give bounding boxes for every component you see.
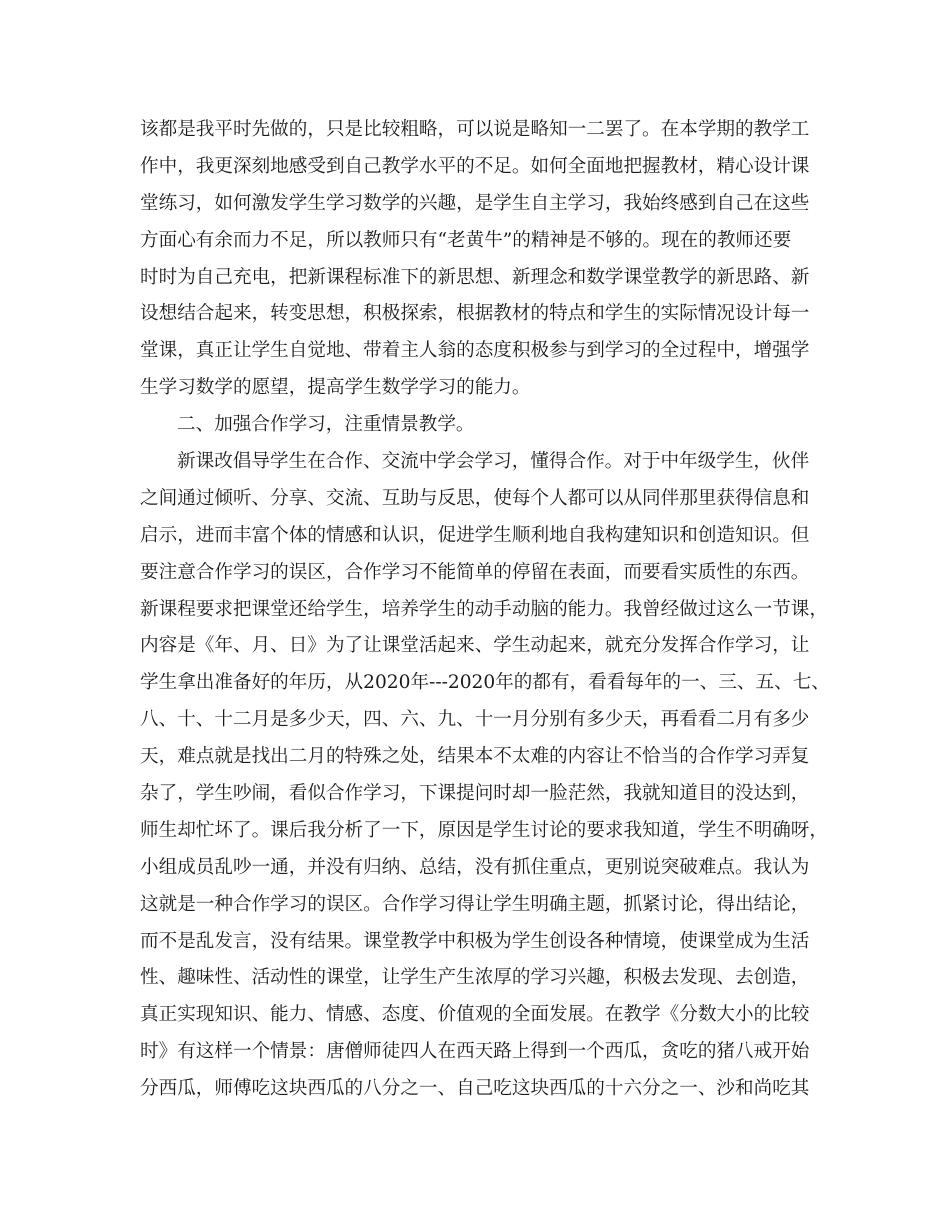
text-line: 时》有这样一个情景：唐僧师徒四人在西天路上得到一个西瓜，贪吃的猪八戒开始 bbox=[140, 1041, 810, 1063]
text-line: 设想结合起来，转变思想，积极探索，根据教材的特点和学生的实际情况设计每一 bbox=[140, 303, 810, 325]
text-line: 该都是我平时先做的，只是比较粗略，可以说是略知一二罢了。在本学期的教学工 bbox=[140, 119, 810, 140]
text-line: 要注意合作学习的误区，合作学习不能简单的停留在表面，而要看实质性的东西。 bbox=[140, 561, 810, 583]
text-line: 杂了，学生吵闹，看似合作学习，下课提问时却一脸茫然，我就知道目的没达到， bbox=[140, 783, 810, 805]
text-line: 八、十、十二月是多少天，四、六、九、十一月分别有多少天，再看看二月有多少 bbox=[140, 709, 810, 731]
text-line: 内容是《年、月、日》为了让课堂活起来、学生动起来，就充分发挥合作学习，让 bbox=[140, 635, 810, 657]
text-line: 师生却忙坏了。课后我分析了一下，原因是学生讨论的要求我知道，学生不明确呀， bbox=[140, 819, 828, 841]
text-line: 时时为自己充电，把新课程标准下的新思想、新理念和数学课堂教学的新思路、新 bbox=[140, 266, 810, 288]
body-text bbox=[140, 112, 840, 1108]
text-line: 作中，我更深刻地感受到自己教学水平的不足。如何全面地把握教材，精心设计课 bbox=[140, 155, 810, 177]
text-line: 堂练习，如何激发学生学习数学的兴趣，是学生自主学习，我始终感到自己在这些 bbox=[140, 192, 810, 214]
text-line: 性、趣味性、活动性的课堂，让学生产生浓厚的学习兴趣，积极去发现、去创造， bbox=[140, 967, 810, 989]
text-line: 方面心有余而力不足，所以教师只有“老黄牛”的精神是不够的。现在的教师还要 bbox=[140, 229, 792, 251]
section-heading: 二、加强合作学习，注重情景教学。 bbox=[177, 414, 475, 436]
text-line: 学生拿出准备好的年历，从2020年---2020年的都有，看看每年的一、三、五、七、 bbox=[140, 672, 830, 694]
text-line: 而不是乱发言，没有结果。课堂教学中积极为学生创设各种情境，使课堂成为生活 bbox=[140, 930, 810, 952]
text-line: 生学习数学的愿望，提高学生数学学习的能力。 bbox=[140, 377, 531, 399]
text-line: 新课改倡导学生在合作、交流中学会学习，懂得合作。对于中年级学生，伙伴 bbox=[177, 451, 810, 473]
text-line: 堂课，真正让学生自觉地、带着主人翁的态度积极参与到学习的全过程中，增强学 bbox=[140, 340, 810, 362]
text-line: 这就是一种合作学习的误区。合作学习得让学生明确主题，抓紧讨论，得出结论， bbox=[140, 893, 810, 915]
text-line: 启示，进而丰富个体的情感和认识，促进学生顺利地自我构建知识和创造知识。但 bbox=[140, 524, 810, 546]
text-line: 新课程要求把课堂还给学生，培养学生的动手动脑的能力。我曾经做过这么一节课， bbox=[140, 598, 828, 620]
text-line: 分西瓜，师傅吃这块西瓜的八分之一、自己吃这块西瓜的十六分之一、沙和尚吃其 bbox=[140, 1078, 810, 1100]
text-line: 真正实现知识、能力、情感、态度、价值观的全面发展。在教学《分数大小的比较 bbox=[140, 1004, 810, 1026]
text-line: 之间通过倾听、分享、交流、互助与反思，使每个人都可以从同伴那里获得信息和 bbox=[140, 487, 810, 509]
text-line: 天，难点就是找出二月的特殊之处，结果本不太难的内容让不恰当的合作学习弄复 bbox=[140, 746, 810, 768]
text-line: 小组成员乱吵一通，并没有归纳、总结，没有抓住重点，更别说突破难点。我认为 bbox=[140, 856, 810, 878]
